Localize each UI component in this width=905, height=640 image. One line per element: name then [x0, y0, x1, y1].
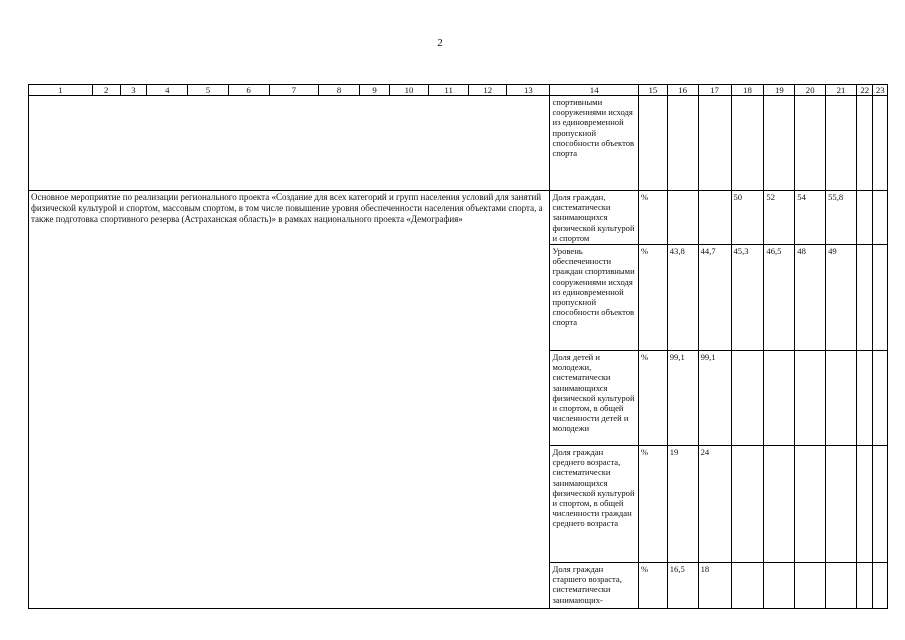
column-header: 16 — [667, 85, 698, 96]
column-header: 22 — [856, 85, 872, 96]
value-cell: 46,5 — [764, 245, 795, 351]
indicator-cell: Уровень обеспеченности граждан спортивными сооружениями исходя из единовременной пропускной способности объектов спорта — [550, 245, 638, 351]
value-cell — [667, 191, 698, 245]
column-header: 4 — [147, 85, 188, 96]
page-number: 2 — [437, 37, 443, 49]
column-header: 10 — [390, 85, 429, 96]
value-cell — [873, 446, 888, 563]
value-cell — [826, 446, 857, 563]
empty-cell — [826, 96, 857, 191]
value-cell — [764, 351, 795, 446]
column-header: 6 — [228, 85, 269, 96]
column-header: 9 — [360, 85, 390, 96]
column-header: 7 — [269, 85, 318, 96]
value-cell — [795, 446, 826, 563]
column-header: 3 — [120, 85, 147, 96]
value-cell: 44,7 — [698, 245, 731, 351]
unit-cell: % — [638, 563, 667, 609]
column-header: 12 — [469, 85, 507, 96]
column-header: 8 — [319, 85, 360, 96]
column-header: 11 — [429, 85, 469, 96]
empty-cell — [29, 96, 550, 191]
indicator-cell: спортивными сооружениями исходя из единовременной пропускной способности объектов спорта — [550, 96, 638, 191]
value-cell — [856, 563, 872, 609]
main-event-description: Основное мероприятие по реализации регионального проекта «Создание для всех категорий и групп населения условий для занятий физической культурой и спортом, массовым спортом, в том числе повышение уровня обеспеченности населения объектами спорта, а также подготовка спортивного резерва (Астраханская область)» в рамках национального проекта «Демография» — [29, 191, 550, 609]
empty-cell — [795, 96, 826, 191]
value-cell — [873, 245, 888, 351]
value-cell — [856, 446, 872, 563]
value-cell — [873, 563, 888, 609]
unit-cell: % — [638, 446, 667, 563]
column-header: 17 — [698, 85, 731, 96]
column-header: 5 — [188, 85, 228, 96]
indicator-cell: Доля граждан, систематически занимающихся физической культурой и спортом — [550, 191, 638, 245]
value-cell — [795, 563, 826, 609]
empty-cell — [856, 96, 872, 191]
value-cell — [764, 563, 795, 609]
value-cell: 99,1 — [667, 351, 698, 446]
empty-cell — [667, 96, 698, 191]
column-header: 20 — [795, 85, 826, 96]
value-cell — [731, 351, 764, 446]
value-cell — [826, 351, 857, 446]
value-cell: 18 — [698, 563, 731, 609]
value-cell — [795, 351, 826, 446]
value-cell — [873, 351, 888, 446]
value-cell: 48 — [795, 245, 826, 351]
value-cell — [731, 563, 764, 609]
column-number-row — [29, 85, 888, 96]
value-cell: 16,5 — [667, 563, 698, 609]
value-cell — [856, 351, 872, 446]
column-header: 13 — [507, 85, 550, 96]
value-cell — [856, 245, 872, 351]
value-cell: 49 — [826, 245, 857, 351]
column-header: 23 — [873, 85, 888, 96]
empty-cell — [764, 96, 795, 191]
value-cell: 99,1 — [698, 351, 731, 446]
unit-cell: % — [638, 191, 667, 245]
table-row — [29, 96, 888, 191]
column-header: 14 — [550, 85, 638, 96]
value-cell: 45,3 — [731, 245, 764, 351]
value-cell: 50 — [731, 191, 764, 245]
empty-cell — [698, 96, 731, 191]
column-header: 21 — [826, 85, 857, 96]
indicator-cell: Доля граждан среднего возраста, систематически занимающихся физической культурой и спортом, в общей численности граждан среднего возраста — [550, 446, 638, 563]
value-cell: 55,8 — [826, 191, 857, 245]
value-cell: 19 — [667, 446, 698, 563]
column-header: 19 — [764, 85, 795, 96]
value-cell: 54 — [795, 191, 826, 245]
value-cell: 52 — [764, 191, 795, 245]
value-cell — [873, 191, 888, 245]
value-cell — [764, 446, 795, 563]
empty-cell — [873, 96, 888, 191]
value-cell — [698, 191, 731, 245]
column-header: 15 — [638, 85, 667, 96]
unit-cell: % — [638, 245, 667, 351]
column-header: 2 — [92, 85, 120, 96]
unit-cell: % — [638, 351, 667, 446]
value-cell — [731, 446, 764, 563]
indicator-cell: Доля граждан старшего возраста, систематически занимающих- — [550, 563, 638, 609]
column-header: 1 — [29, 85, 93, 96]
empty-cell — [731, 96, 764, 191]
table-row — [29, 191, 888, 245]
value-cell — [826, 563, 857, 609]
value-cell: 24 — [698, 446, 731, 563]
data-table — [28, 84, 888, 609]
value-cell — [856, 191, 872, 245]
column-header: 18 — [731, 85, 764, 96]
value-cell: 43,8 — [667, 245, 698, 351]
indicator-cell: Доля детей и молодежи, систематически занимающихся физической культурой и спортом, в общей численности детей и молодежи — [550, 351, 638, 446]
empty-cell — [638, 96, 667, 191]
